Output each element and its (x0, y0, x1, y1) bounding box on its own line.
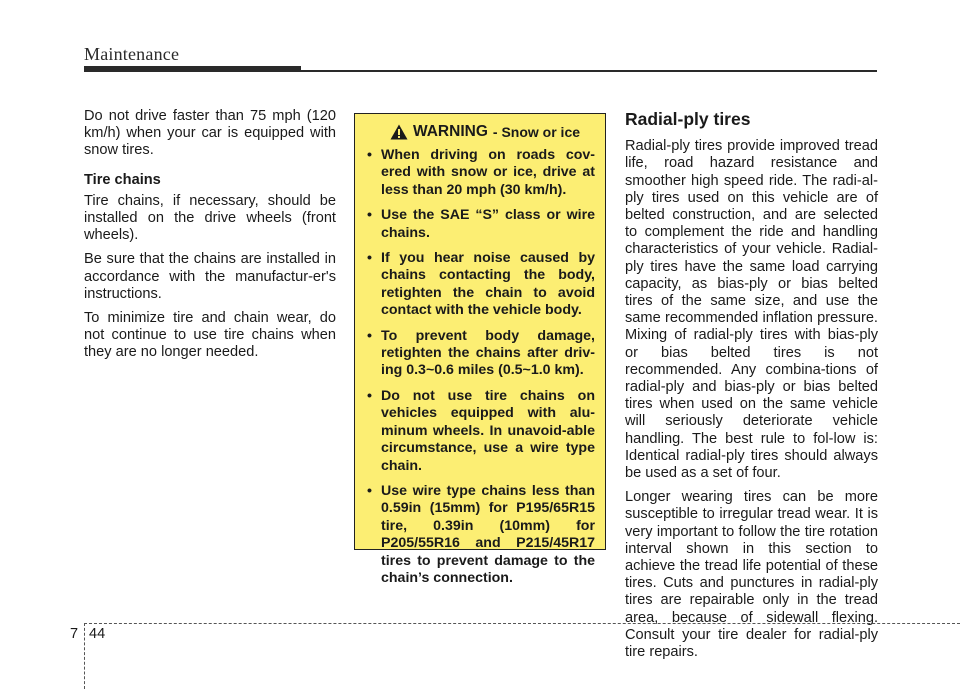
warning-item (367, 250, 595, 320)
tire-chains-heading: Tire chains (84, 171, 161, 188)
warning-item-text: To prevent body damage, retighten the chains after driv-ing 0.3~0.6 miles (0.5~1.0 km). (381, 327, 595, 379)
footer-rule (84, 623, 960, 624)
warning-item-text: Use the SAE “S” class or wire chains. (381, 207, 595, 241)
tire-chains-paragraph: Be sure that the chains are installed in accordance with the manufactur-er's instructions. (84, 251, 336, 302)
warning-item-text: Do not use tire chains on vehicles equipped with alu-minum wheels. In unavoid-able circumstance, use a wire type chain. (381, 387, 595, 474)
warning-item-text: When driving on roads cov-ered with snow or ice, drive at less than 20 mph (30 km/h). (381, 147, 595, 198)
header-rule-thick (84, 66, 301, 72)
warning-item (367, 483, 595, 587)
tire-chains-paragraph: To minimize tire and chain wear, do not continue to use tire chains when they are no longer needed. (84, 310, 336, 361)
warning-box (354, 113, 606, 586)
warning-item (367, 207, 595, 242)
warning-item (367, 388, 595, 475)
radial-ply-heading: Radial-ply tires (625, 109, 751, 129)
chapter-number: 7 (70, 626, 79, 642)
bullet: • (367, 250, 372, 267)
warning-triangle-icon (390, 124, 408, 140)
left-column (84, 108, 336, 369)
bullet: • (367, 147, 372, 163)
header-rule-thin (301, 70, 877, 72)
footer-divider (84, 623, 85, 689)
bullet: • (367, 482, 372, 499)
warning-item (367, 147, 595, 199)
page-number: 44 (89, 626, 106, 642)
snow-tire-speed-note: Do not drive faster than 75 mph (120 km/h) when your car is equipped with snow tires. (84, 108, 336, 159)
warning-label: WARNING (412, 123, 488, 140)
warning-list (367, 147, 595, 587)
warning-subtitle: - Snow or ice (492, 124, 581, 140)
tire-chains-paragraph: Tire chains, if necessary, should be installed on the drive wheels (front wheels). (84, 192, 336, 244)
warning-item (367, 328, 595, 380)
warning-header (375, 123, 595, 141)
warning-item-text: Use wire type chains less than 0.59in (15mm) for P195/65R15 tire, 0.39in (10mm) for P205/55R16 and P215/45R17 tires to prevent damage to the chain’s connection. (381, 482, 595, 586)
warning-item-text: If you hear noise caused by chains contacting the body, retighten the chain to avoid contact with the vehicle body. (381, 250, 595, 319)
radial-ply-paragraph: Radial-ply tires provide improved tread life, road hazard resistance and smoother high speed ride. The radi-al-ply tires used on this vehicle are of belted construction, and are selected to complement the ride and handling characteristics of your vehicle. Radial-ply tires have the same load carrying capacity, as bias-ply or bias belted tires of the same size, and use the same recommended inflation pressure. Mixing of radial-ply tires with bias-ply or bias belted tires is not recommended. Any combina-tions of radial-ply and bias-ply or bias belted tires when used on the same vehicle will seriously deteriorate vehicle handling. The best rule to fol-low is: Identical radial-ply tires should always be used as a set of four. (625, 138, 878, 482)
bullet: • (367, 387, 372, 404)
section-title: Maintenance (84, 44, 180, 64)
radial-ply-paragraph: Longer wearing tires can be more susceptible to irregular tread wear. It is very important to follow the tire rotation interval shown in this section to achieve the tread life potential of these tires. Cuts and punctures in radial-ply tires are repairable only in the tread area, because of sidewall flexing. Consult your tire dealer for radial-ply tire repairs. (625, 489, 878, 661)
bullet: • (367, 207, 372, 224)
bullet: • (367, 327, 372, 344)
right-column (625, 108, 878, 668)
